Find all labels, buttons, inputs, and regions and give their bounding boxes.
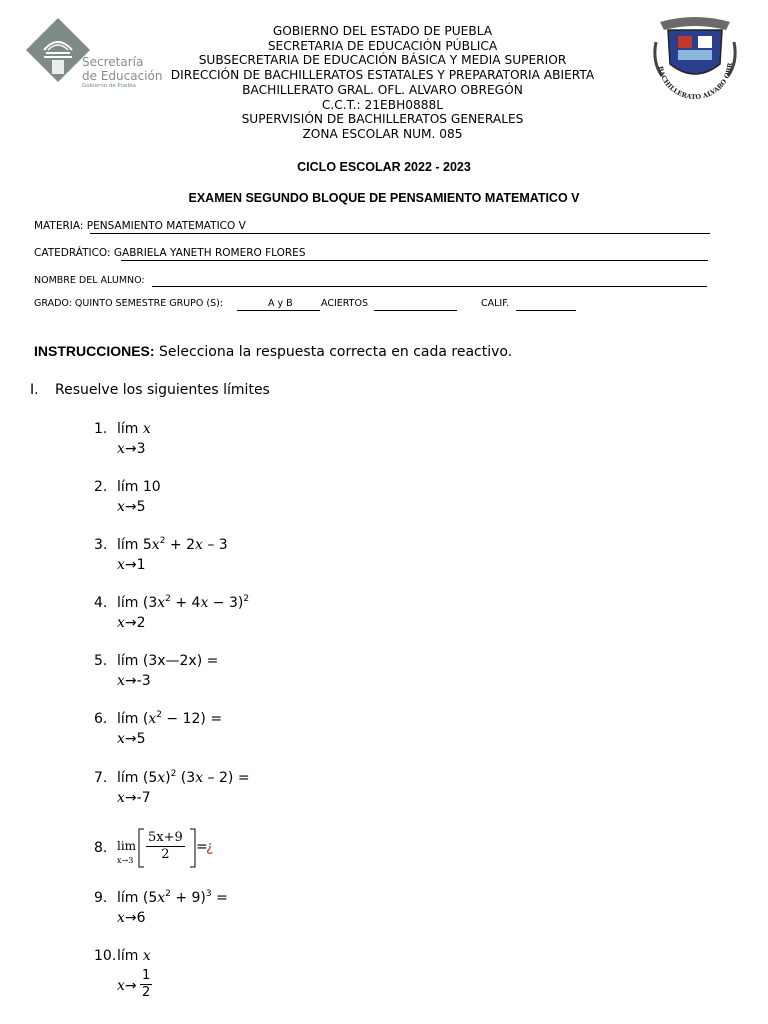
grado-label: GRADO: QUINTO SEMESTRE GRUPO (S): xyxy=(34,298,224,309)
math-var: x xyxy=(142,421,151,437)
item-number: 6. xyxy=(94,711,108,727)
instructions-text: Selecciona la respuesta correcta en cada reactivo. xyxy=(154,344,513,360)
right-bracket-icon xyxy=(188,828,196,868)
materia-line xyxy=(90,233,710,234)
aciertos-label: ACIERTOS xyxy=(321,298,368,309)
lim-word: lim xyxy=(117,839,137,853)
expr-part: 5 xyxy=(142,537,152,553)
materia-field xyxy=(34,220,246,232)
item-approach xyxy=(117,671,151,691)
lim-word: lím xyxy=(117,948,139,964)
item-number: 5. xyxy=(94,653,108,669)
grupo-line xyxy=(237,310,320,311)
header-line: SUPERVISIÓN DE BACHILLERATOS GENERALES xyxy=(241,112,524,127)
item-approach xyxy=(117,613,146,633)
approach-value: →1 xyxy=(124,557,146,573)
lim-word: lím xyxy=(117,479,139,495)
fraction-numerator: 5x+9 xyxy=(148,830,183,845)
item-approach xyxy=(117,976,137,996)
math-var: x xyxy=(195,770,204,786)
expr-part: – 2) = xyxy=(203,770,250,786)
math-var: x xyxy=(157,890,166,906)
calif-line[interactable] xyxy=(516,310,576,311)
item-expression xyxy=(117,419,151,439)
section-title: Resuelve los siguientes límites xyxy=(55,382,270,398)
left-bracket-icon xyxy=(138,828,146,868)
lim-word: lím xyxy=(117,890,139,906)
math-var: x xyxy=(157,770,166,786)
expr-part: – 3 xyxy=(202,537,228,553)
expr-part: + 9) xyxy=(170,890,206,906)
expr-part: (5 xyxy=(142,890,158,906)
lim-subscript: x→3 xyxy=(117,856,134,865)
exponent: 2 xyxy=(156,710,162,720)
item-approach xyxy=(117,908,146,928)
catedratico-value: GABRIELA YANETH ROMERO FLORES xyxy=(113,247,306,259)
header-line: SECRETARIA DE EDUCACIÓN PÚBLICA xyxy=(267,38,498,53)
exam-title: EXAMEN SEGUNDO BLOQUE DE PENSAMIENTO MATEMATICO V xyxy=(188,191,580,205)
lim-word: lím xyxy=(117,770,139,786)
expr-part: ( xyxy=(142,711,149,727)
lim-word: lím xyxy=(117,595,139,611)
item-expression xyxy=(117,888,228,908)
approach-value: →-7 xyxy=(124,790,151,806)
institution-header xyxy=(150,24,615,142)
item-expression xyxy=(117,651,218,671)
approach-arrow: → xyxy=(124,978,137,994)
logo-line2: de Educación xyxy=(82,69,163,83)
crest-ring-text: BACHILLERATO ALVARO OBR xyxy=(656,62,735,102)
calif-label: CALIF. xyxy=(481,298,510,309)
item-number: 3. xyxy=(94,537,108,553)
header-line: DIRECCIÓN DE BACHILLERATOS ESTATALES Y PREPARATORIA ABIERTA xyxy=(170,68,595,83)
math-var: x xyxy=(117,557,125,573)
item-number: 2. xyxy=(94,479,108,495)
exponent: 2 xyxy=(170,769,177,779)
exponent: 2 xyxy=(159,536,166,546)
alumno-label: NOMBRE DEL ALUMNO: xyxy=(34,275,145,286)
math-var: x xyxy=(117,790,125,806)
expr-part: − 12) = xyxy=(161,711,223,727)
alumno-field xyxy=(34,275,145,286)
crest-icon xyxy=(648,12,743,107)
item-number: 9. xyxy=(94,890,108,906)
school-cycle: CICLO ESCOLAR 2022 - 2023 xyxy=(297,160,471,174)
math-var: x xyxy=(148,711,157,727)
lim-word: lím xyxy=(117,537,139,553)
question-mark: ¿ xyxy=(206,839,214,855)
item-expression xyxy=(117,768,250,788)
header-line: SUBSECRETARIA DE EDUCACIÓN BÁSICA Y MEDIA SUPERIOR xyxy=(198,53,567,68)
expr-text: (3x—2x) = xyxy=(142,653,219,669)
lim-word: lím xyxy=(117,421,139,437)
lim-word: lím xyxy=(117,711,139,727)
item-number: 8. xyxy=(94,840,108,856)
catedratico-line xyxy=(121,260,708,261)
math-var: x xyxy=(117,910,125,926)
math-var: x xyxy=(117,673,125,689)
instructions-label: INSTRUCCIONES: xyxy=(34,343,155,359)
header-line: GOBIERNO DEL ESTADO DE PUEBLA xyxy=(272,24,493,38)
item-expression xyxy=(117,593,249,613)
header-line: C.C.T.: 21EBH0888L xyxy=(321,97,444,112)
catedratico-field xyxy=(34,247,305,259)
logo-line1: Secretaría xyxy=(82,55,144,69)
approach-value: →2 xyxy=(124,615,146,631)
math-var: x xyxy=(157,595,166,611)
approach-fraction xyxy=(140,968,152,1001)
expr-part: − 3) xyxy=(208,595,244,611)
approach-value: →3 xyxy=(124,441,146,457)
math-var: x xyxy=(142,948,151,964)
logo-line3: Gobierno de Puebla xyxy=(82,83,136,89)
section-number: I. xyxy=(30,382,39,398)
item-approach xyxy=(117,497,146,517)
math-var: x xyxy=(117,499,125,515)
expr-part: (5 xyxy=(142,770,158,786)
fraction-numerator: 1 xyxy=(142,968,151,983)
item-expression xyxy=(117,477,161,497)
item-approach xyxy=(117,439,146,459)
item-approach xyxy=(117,729,146,749)
limit-item-8 xyxy=(94,826,294,870)
expr-part: = xyxy=(211,890,228,906)
item-expression xyxy=(117,709,222,729)
fraction-denominator: 2 xyxy=(142,985,151,1000)
catedratico-label: CATEDRÁTICO: xyxy=(34,247,111,259)
item-number: 10. xyxy=(94,948,117,964)
exponent: 2 xyxy=(165,889,171,899)
grupo-value: A y B xyxy=(268,298,293,309)
school-crest-logo xyxy=(648,12,743,107)
item-number: 7. xyxy=(94,770,108,786)
header-line: ZONA ESCOLAR NUM. 085 xyxy=(302,126,463,141)
fraction-denominator: 2 xyxy=(161,847,170,862)
item-approach xyxy=(117,788,151,808)
expr-text: 10 xyxy=(142,479,161,495)
expr-part: ) xyxy=(165,770,171,786)
secretaria-educacion-logo xyxy=(24,16,163,96)
expr-part: + 4 xyxy=(170,595,201,611)
instructions xyxy=(34,343,512,360)
math-var: x xyxy=(151,537,160,553)
item-number: 4. xyxy=(94,595,108,611)
lim-word: lím xyxy=(117,653,139,669)
header-line: BACHILLERATO GRAL. OFL. ALVARO OBREGÓN xyxy=(242,82,523,97)
exponent: 2 xyxy=(243,594,250,604)
math-var: x xyxy=(117,731,125,747)
approach-value: →5 xyxy=(124,731,146,747)
math-var: x xyxy=(117,978,125,994)
item-number: 1. xyxy=(94,421,108,437)
approach-value: →-3 xyxy=(124,673,151,689)
expr-part: (3 xyxy=(142,595,158,611)
item-approach xyxy=(117,555,146,575)
expr-part: + 2 xyxy=(165,537,195,553)
exponent: 3 xyxy=(205,889,212,899)
materia-value: PENSAMIENTO MATEMATICO V xyxy=(83,220,246,232)
expr-part: (3 xyxy=(176,770,196,786)
item-expression xyxy=(117,946,151,966)
grado-field xyxy=(34,298,223,309)
section-heading xyxy=(30,382,270,398)
aciertos-line[interactable] xyxy=(374,310,457,311)
alumno-name-line[interactable] xyxy=(152,286,707,287)
approach-value: →6 xyxy=(124,910,146,926)
math-var: x xyxy=(200,595,209,611)
exponent: 2 xyxy=(165,594,171,604)
limit-item-10 xyxy=(94,946,294,1006)
materia-label: MATERIA: xyxy=(34,220,84,232)
item-expression xyxy=(117,535,228,555)
approach-value: →5 xyxy=(124,499,146,515)
math-var: x xyxy=(194,537,203,553)
fraction xyxy=(146,830,185,863)
math-var: x xyxy=(117,441,125,457)
equals-sign: = xyxy=(196,839,208,855)
math-var: x xyxy=(117,615,125,631)
